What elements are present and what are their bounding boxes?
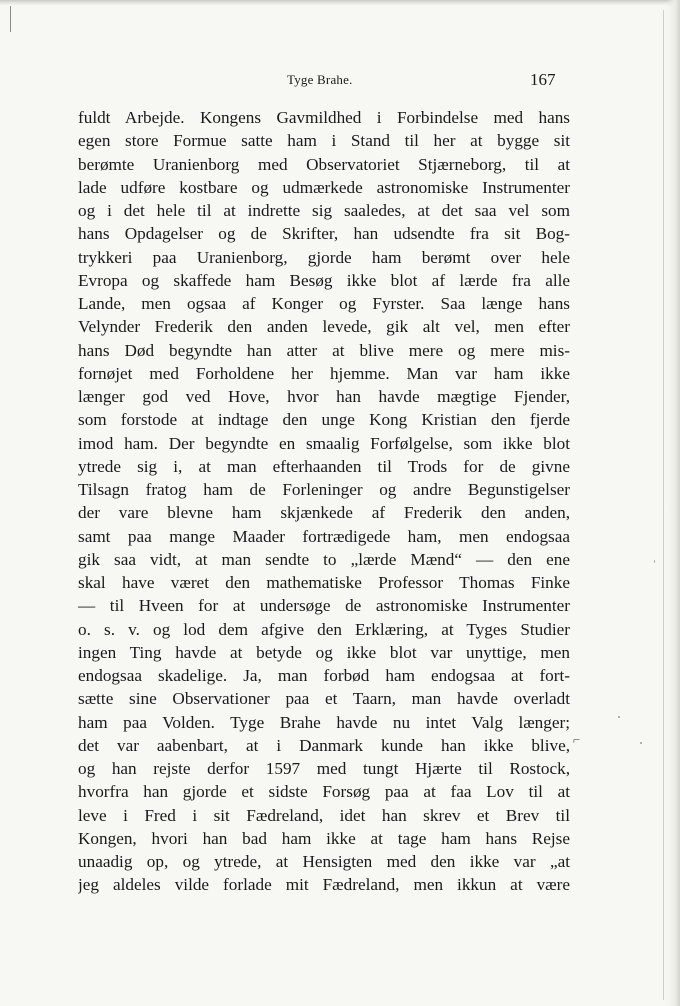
text-line-content: — til Hveen for at undersøge de astronomiske Instrumenter xyxy=(78,596,570,616)
text-line-content: Lande, men ogsaa af Konger og Fyrster. Saa længe hans xyxy=(78,294,570,313)
text-line xyxy=(78,432,570,455)
text-line xyxy=(78,618,570,641)
text-line-content: Kongen, hvori han bad ham ikke at tage ham hans Rejse xyxy=(78,828,570,848)
text-line-content: skal have været den mathematiske Professor Thomas Finke xyxy=(78,573,570,592)
text-line xyxy=(78,455,570,478)
text-line-content: o. s. v. og lod dem afgive den Erklæring, at Tyges Studier xyxy=(78,619,570,639)
text-line xyxy=(78,525,570,548)
text-line xyxy=(78,292,570,315)
text-line-content: ingen Ting havde at betyde og ikke blot var unyttige, men xyxy=(78,642,570,662)
text-line-content: og han rejste derfor 1597 med tungt Hjærte til Rostock, xyxy=(78,759,570,778)
text-line xyxy=(78,129,570,152)
text-line xyxy=(78,780,570,803)
text-line xyxy=(78,873,570,896)
text-line-content: Tilsagn fratog ham de Forleninger og andre Begunstigelser xyxy=(78,480,570,499)
text-line xyxy=(78,315,570,338)
text-line xyxy=(78,339,570,362)
scan-speck xyxy=(618,716,620,718)
text-line-content: ham paa Volden. Tyge Brahe havde nu intet Valg længer; xyxy=(78,712,570,732)
scan-edge-top xyxy=(0,0,680,6)
page-fold-line xyxy=(663,10,664,1000)
text-line xyxy=(78,711,570,734)
running-head xyxy=(0,72,640,92)
text-line xyxy=(78,269,570,292)
text-line-content: unaadig op, og ytrede, at Hensigten med den ikke var „at xyxy=(78,852,570,871)
text-line-content: hans Opdagelser og de Skrifter, han udsendte fra sit Bog- xyxy=(78,224,570,244)
text-line-content: lade udføre kostbare og udmærkede astronomiske Instrumenter xyxy=(78,177,570,197)
text-line xyxy=(78,571,570,594)
text-line-content: ytrede sig i, at man efterhaanden til Trods for de givne xyxy=(78,456,570,476)
text-line-content: hans Død begyndte han atter at blive mere og mere mis- xyxy=(78,340,570,360)
scan-edge-right xyxy=(666,0,680,1006)
text-line xyxy=(78,153,570,176)
text-line xyxy=(78,757,570,780)
text-line xyxy=(78,362,570,385)
text-line xyxy=(78,850,570,873)
text-line-content: Evropa og skaffede ham Besøg ikke blot af lærde fra alle xyxy=(78,270,570,290)
text-line xyxy=(78,246,570,269)
text-line xyxy=(78,664,570,687)
text-line xyxy=(78,548,570,571)
text-line xyxy=(78,408,570,431)
text-line-content: imod ham. Der begyndte en smaalig Forfølgelse, som ikke blot xyxy=(78,433,570,453)
text-line xyxy=(78,641,570,664)
text-line-content: endogsaa skadelige. Ja, man forbød ham endogsaa at fort- xyxy=(78,666,570,685)
text-line xyxy=(78,594,570,617)
text-line-content: egen store Formue satte ham i Stand til her at bygge sit xyxy=(78,131,570,151)
margin-pencil-mark: ⌐ xyxy=(573,732,581,747)
text-line-content: fuldt Arbejde. Kongens Gavmildhed i Forbindelse med hans xyxy=(78,108,570,127)
text-line-content: berømte Uranienborg med Observatoriet Stjærneborg, til at xyxy=(78,154,570,174)
text-line-content: gik saa vidt, at man sendte to „lærde Mænd“ — den ene xyxy=(78,549,570,569)
text-line-content: og i det hele til at indrette sig saaledes, at det saa vel som xyxy=(78,201,570,220)
scan-mark xyxy=(10,6,11,32)
text-line-content: fornøjet med Forholdene her hjemme. Man var ham ikke xyxy=(78,363,570,383)
text-line xyxy=(78,199,570,222)
running-head-title: Tyge Brahe. xyxy=(287,72,353,87)
scan-speck xyxy=(654,560,655,563)
text-line xyxy=(78,106,570,129)
text-line-content: det var aabenbart, at i Danmark kunde han ikke blive, xyxy=(78,735,570,755)
text-line xyxy=(78,222,570,245)
text-line-content: som forstode at indtage den unge Kong Kristian den fjerde xyxy=(78,410,570,430)
text-line xyxy=(78,827,570,850)
text-line xyxy=(78,478,570,501)
body-text xyxy=(78,106,570,897)
text-line-content: Velynder Frederik den anden levede, gik alt vel, men efter xyxy=(78,317,570,337)
text-line xyxy=(78,734,570,757)
text-line-content: jeg aldeles vilde forlade mit Fædreland, men ikkun at være xyxy=(78,875,570,895)
text-line-content: trykkeri paa Uranienborg, gjorde ham berømt over hele xyxy=(78,247,570,267)
text-line xyxy=(78,501,570,524)
scan-speck xyxy=(640,742,642,744)
text-line-content: leve i Fred i sit Fædreland, idet han skrev et Brev til xyxy=(78,805,570,825)
text-line xyxy=(78,687,570,710)
text-line-content: sætte sine Observationer paa et Taarn, man havde overladt xyxy=(78,689,570,709)
text-line-content: længer god ved Hove, hvor han havde mægtige Fjender, xyxy=(78,387,570,406)
text-line-content: hvorfra han gjorde et sidste Forsøg paa at faa Lov til at xyxy=(78,782,570,802)
text-line xyxy=(78,804,570,827)
text-line xyxy=(78,385,570,408)
text-line xyxy=(78,176,570,199)
text-line-content: der vare blevne ham skjænkede af Frederik den anden, xyxy=(78,503,570,523)
text-line-content: samt paa mange Maader fortrædigede ham, men endogsaa xyxy=(78,526,570,546)
page-number: 167 xyxy=(530,70,556,89)
